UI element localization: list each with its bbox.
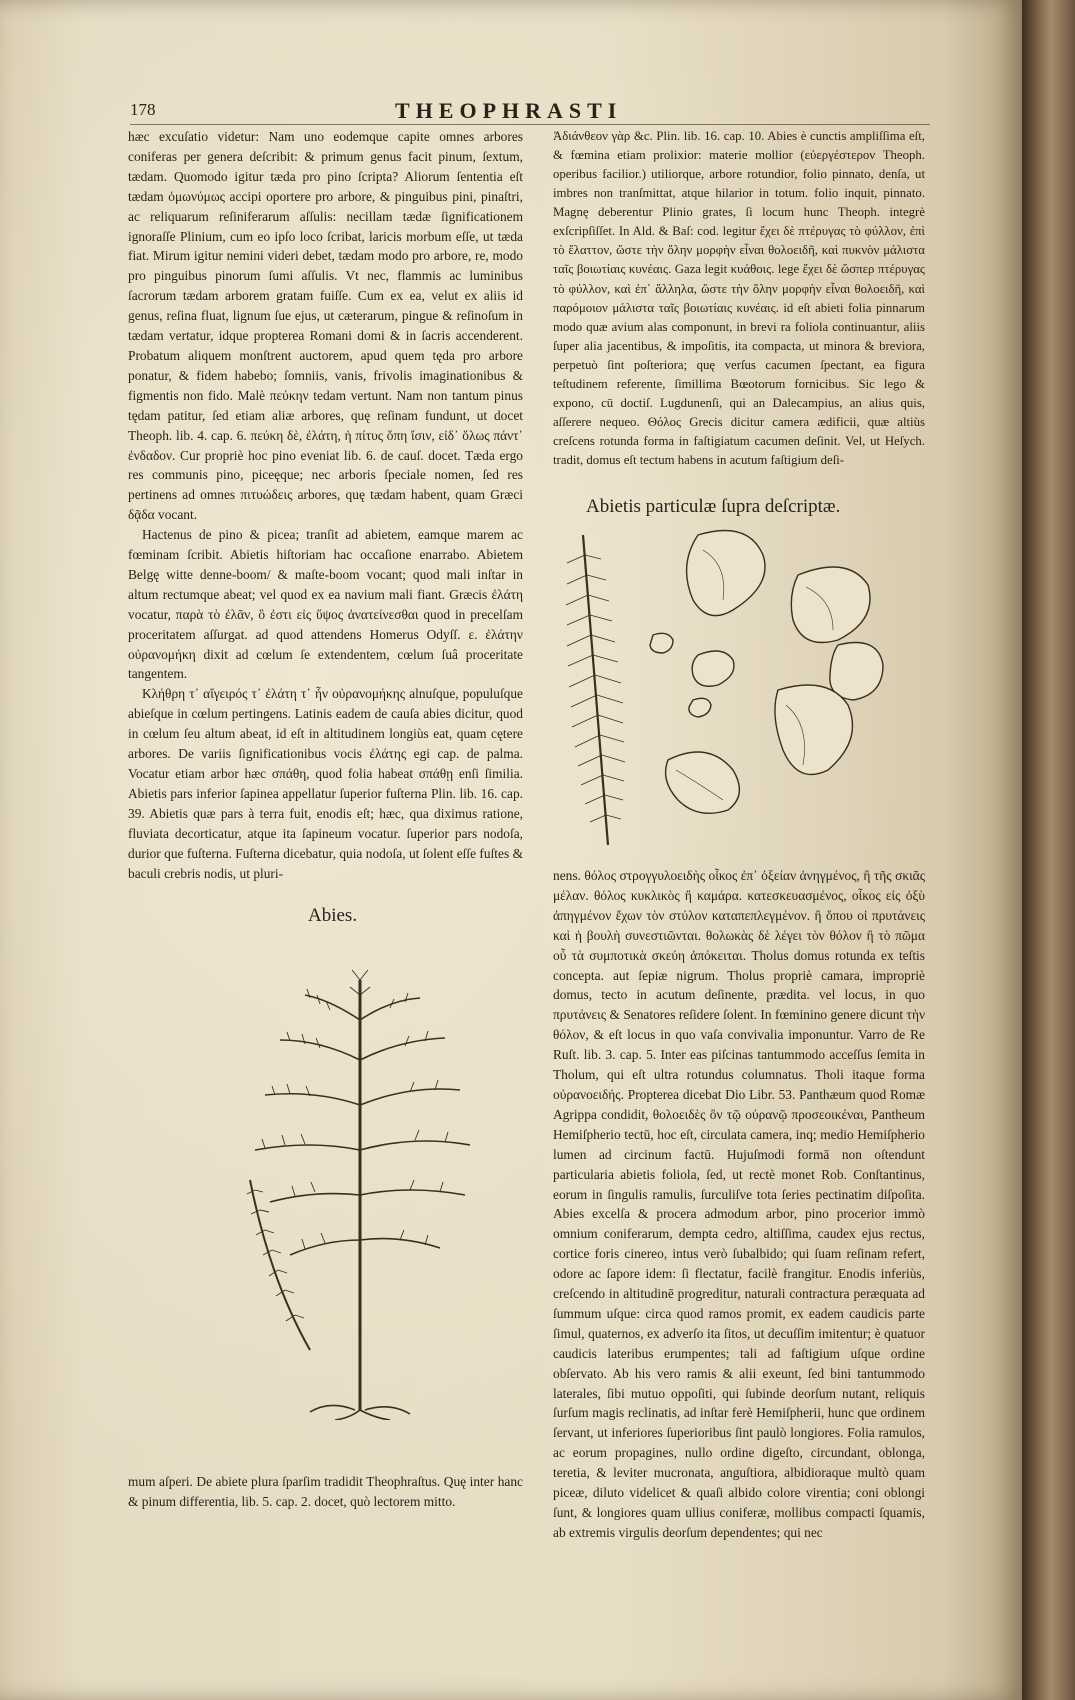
left-paragraph-2: Hactenus de pino & picea; tranſit ad abietem, eamque marem ac fœminam ſcribit. Abietis hiſtoriam hac occaſione enarrabo. Abietem Belgę witte denne-boom/ & maſte-boom vocant; quod mali inſtar in altum rectumque abeat; vel quod ex ea navium mali fiant. Græcis ἐλάτη vocatur, παρὰ τὸ ἐλᾶν, ὃ ἐστι εἰς ὕψος ἀνατείνεσθαι quod in precelſam proceritatem aſſurgat. ad quod attendens Homerus Odyſſ. ε. ἐλάτην οὐρανομήκη dixit ad cœlum ſe extendentem, cœlum ſuâ proceritate tangentem. <box>128 527 523 682</box>
running-head: THEOPHRASTI <box>395 98 623 123</box>
page-edge <box>1022 0 1075 1700</box>
right-paragraph-1: Ἀδιάνθεον γὰρ &c. Plin. lib. 16. cap. 10. Abies è cunctis ampliſſima eſt, & fœmina etiam prolixior: materie mollior (εὐεργέστερον Theoph. operibus facilior.) utiliorque, arbore rotundior, folio pinnato, denſa, ut imbres non tranſmittat, atque hilarior in totum. folio inquit, pinnato. Magnę deberentur Plinio grates, ſi locum hunc Theoph. integrè exſcripſiſſet. In Ald. & Baſ: cod. legitur ἔχει δὲ πτέρυγας τὸ φύλλον, ἐπὶ τὸ ἔλαττον, ὥστε τὴν ὅλην μορφὴν εἶναι θολοειδῆ, καὶ πυκνὸν μάλιστα ταῖς βοιωτίαις κυνέαις. Gaza legit κυάθοις. lege ἔχει δὲ ὥσπερ πτέρυγας τὸ φύλλον, καὶ ἐπ᾽ ἄλληλα, ὥστε τὴν ὅλην μορφὴν εἶναι θολοειδῆ, καὶ παρόμοιον μάλιστα ταῖς βοιωτίαις κυνέαις. id eſt abieti folia pinnarum modo quæ avium alas componunt, in brevi ra foliola continuantur, aliis ſuper alia jacentibus, & impoſitis, ita compacta, ut minora & breviora, perpetuò ſint poſteriora; quę verſus cacumen ſpectant, ea figura teſtudinem referente, ſimillima Bœotorum fornicibus. Sic lego & expono, cū doctiſ. Lugdunenſi, qui an Dalecampius, an alius quis, aſſerere nequeo. Θόλος Grecis dicitur camera ædificii, quæ altiùs creſcens rotunda forma in faſtigiatum cacumen deſinit. Vel, ut Heſych. tradit, domus eſt tectum habens in acutum faſtigium deſi- <box>553 129 925 468</box>
left-paragraph-1: hæc excuſatio videtur: Nam uno eodemque capite omnes arbores coniferas per genera deſcribit: & primum genus facit pinum, ſextum, tædam. Quomodo igitur tæda pro pino ſcripta? Aliorum ſententia eſt tædam ὁμωνύμως accipi oportere pro arbore, & pinguibus pini, pinaſtri, ac reliquarum reſiniferarum aſſulis: necillam tædæ ſignificationem ignoraſſe Plinium, cum eo ipſo loco ſcribat, laricis morbum eſſe, ut tæda fiat. Mirum igitur nemini videri debet, tædam modo pro arbore, re, modo pro pinguibus pinorum ſumi aſſulis. Vt nec, flammis ac luminibus ſacrorum tædam arborem gratam fuiſſe. Cum ex ea, velut ex aliis id genus, reſina fluat, lignum ſue ejus, ut cæterarum, pingue & reſinoſum in tædam vertatur, idque propterea Romani domi & in ſacris accenderent. Probatum aliquem monſtrent auctorem, apud quem tęda pro arbore ponatur, & fidem habebo; ſomniis, vanis, frivolis imaginationibus & figmentis non fido. Malè πεύκην tedam vertunt. Nam non tantum pinus tędam patitur, ſed etiam aliæ arbores, quę reſinam fundunt, ut docet Theoph. lib. 4. cap. 6. πεύκη δὲ, ἐλάτη, ἡ πίτυς ὅπη ἴσιν, εἰδ᾽ ὅλως πάντ᾽ ἐνδαδον. Cur propriè hoc pino eveniat lib. 6. de cauſ. docet. Tæda ergo res communis pino, piceęque; nec arboris ſpeciale nomen, ſed res pertinens ad omnes πιτυώδεις arbores, quę tædam habent, quam Græci δᾷδα vocant. <box>128 129 523 523</box>
abies-particles-illustration <box>548 525 928 850</box>
right-column <box>553 127 925 470</box>
figure-caption-particulae: Abietis particulæ ſupra deſcriptæ. <box>586 496 841 517</box>
left-paragraph-3: Κλήθρη τ᾽ αἴγειρός τ᾽ ἐλάτη τ᾽ ἦν οὐρανομήκης alnuſque, populuſque abieſque in cœlum pertingens. Latinis eadem de cauſa abies dicitur, quod in cœlum ſeu altum abeat, id eſt in altitudinem longiùs eat, quam cętere arbores. De variis ſignificationibus vocis ἐλάτης egi cap. de palma. Vocatur etiam arbor hæc σπάθη, quod folia habeat σπάθῃ enſi ſimilia. Abietis pars inferior ſapinea appellatur ſuperior fuſterna Plin. lib. 16. cap. 39. Abietis quæ pars à terra fuit, enodis eſt; hæc, qua diximus ratione, fluviata decorticatur, atque ita ſapineum vocatur. ſuperior pars nodoſa, durior que fuſterna. Fuſterna dicebatur, quia nodoſa, ut ſolent eſſe fuſtes & baculi crebris nodis, ut pluri- <box>128 686 523 881</box>
left-column-tail <box>128 1472 523 1512</box>
right-tail-paragraph: nens. θόλος στρογγυλοειδὴς οἶκος ἐπ᾽ ὀξείαν ἀνηγμένος, ἢ τῆς σκιᾶς μέλαν. θόλος κυκλικὸς ἢ καμάρα. κατεσκευασμένος, οἶκος εἰς ὀξὺ ἀπηγμένον ἔχων τὸν στύλον καταπεπλεγμένον. ἢ ὅπου οἱ πρυτάνεις καὶ ἡ βουλὴ συνεστιῶνται. θολωκὰς δὲ λέγει τὸν θόλον ἢ τὸ πῶμα οὗ τὰ συμποτικὰ σκεύη ἀπόκειται. Tholus domus rotunda ex teſtis concepta. aut ſepiæ nigrum. Tholus propriè camara, impropriè domus, tecto in acutum deſinente, prædita. vel locus, in quo πρυτάνεις & Senatores reſidere ſolent. In fœminino genere dicunt τὴν θόλον, & eſt locus in quo vaſa convivalia imponuntur. Varro de Re Ruſt. lib. 3. cap. 5. Inter eas piſcinas tantummodo acceſſus ſemita in Tholum, qui eſt ultra rotundus columnatus. Tholi itaque forma οὐρανοειδής. Propterea dicebat Dio Libr. 53. Panthæum quod Romæ Agrippa condidit, θολοειδὲς ὂν τῷ οὐρανῷ προσεοικέναι, Pantheum Hemiſpherio tectū, hoc eſt, circulata camera, inq; medio Hemiſpherio lumen ad circinum factū. Hujuſmodi formā non oſtendunt particularia abietis foliola, ſed, ut rectè monet Rob. Conſtantinus, eorum in ſingulis ramulis, ſurculiſve tota ſeries pectinatim diſpoſita. Abies excelſa & procera admodum arbor, pino procerior immò omnium coniferarum, dempta cedro, altiſſima, caudex ejus rectus, cortice foris cinereo, intus verò ſubalbido; qui ſuam reſinam refert, odore ac ſapore idem: ſi flectatur, facilè frangitur. Enodis inferiùs, creſcendo in altitudinē progreditur, naturali contractura peræquata ad ſummum uſque: circa quod ramos promit, ex eadem caudicis parte ſimul, quaternos, ex adverſo ita ſitos, ut decuſſim imitentur; è quatuor caudicis lateribus erumpentes; tali ad faſtigium uſque ordine obſervato. Ab his vero ramis & alii exeunt, ſed bini tantummodo laterales, ſibi mutuo oppoſiti, qui ſubinde deorſum nutant, reliquis ſurſum magis reclinatis, ad inſtar ferè Hemiſpherii, hunc que ordinem ſervant, ut inferiores ſuperioribus ſint paulò longiores. Folia ramulos, ac eorum propagines, nullo ordine digeſto, circundant, oblonga, teretia, & leviter mucronata, anguſtiora, albidioraque multò quam piceæ, diluto videlicet & quaſi albido colore virentia; coni oblongi ſunt, & longiores quam ullius coniferæ, mollibus compacti ſquamis, ab extremis virgulis deorſum dependentes; qui nec <box>553 868 925 1540</box>
abies-tree-illustration <box>210 940 500 1420</box>
left-tail-paragraph: mum aſperi. De abiete plura ſparſim tradidit Theophraſtus. Quę inter hanc & pinum differentia, lib. 5. cap. 2. docet, quò lectorem mitto. <box>128 1474 523 1509</box>
left-column <box>128 127 523 883</box>
figure-caption-abies: Abies. <box>308 905 358 926</box>
page-number: 178 <box>130 100 156 119</box>
page-header <box>130 100 930 130</box>
right-column-tail <box>553 866 925 1543</box>
header-rule <box>130 124 930 125</box>
